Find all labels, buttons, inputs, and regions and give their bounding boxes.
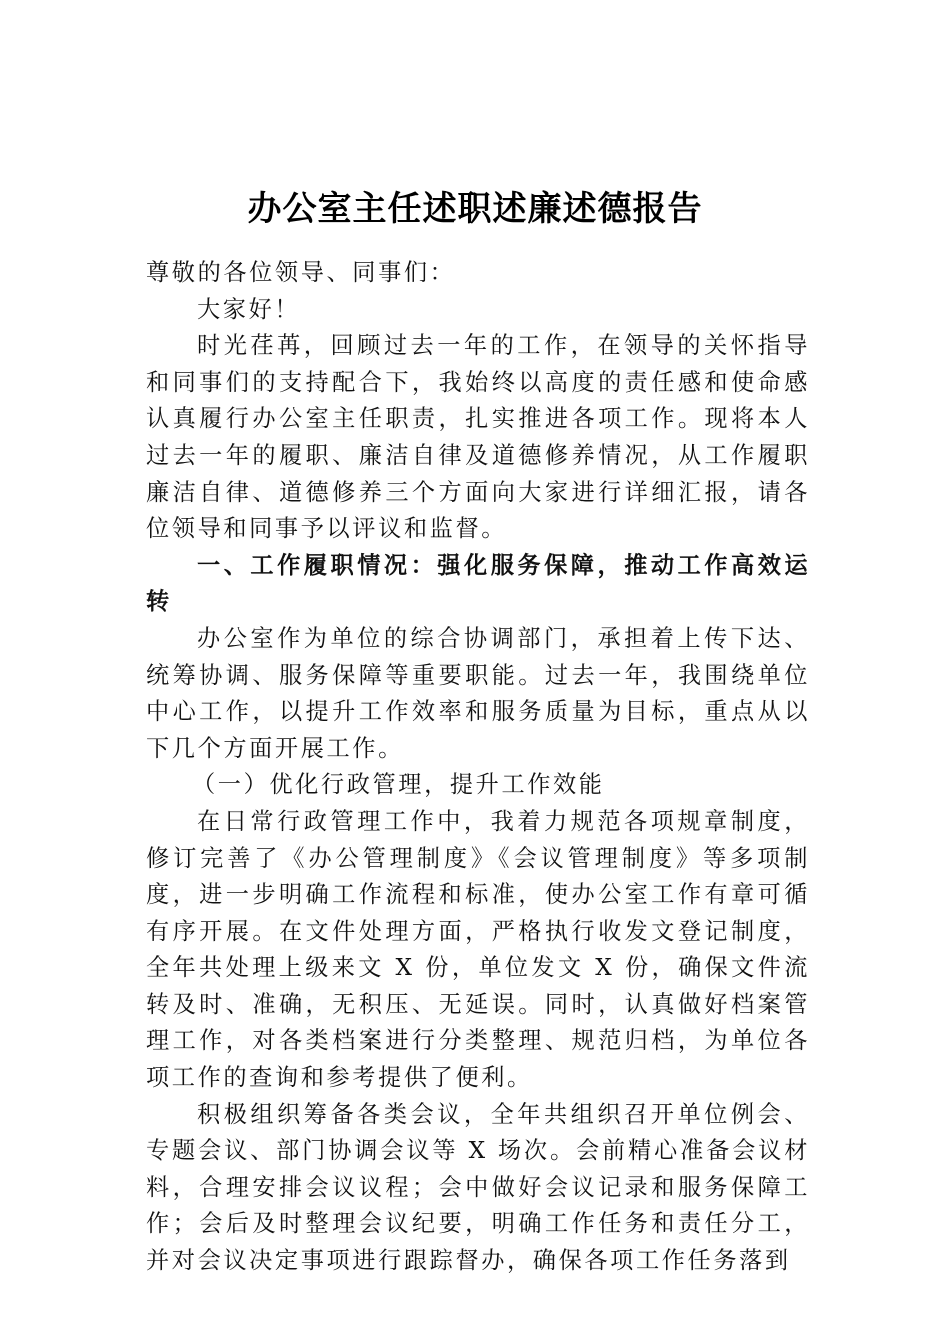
admin-paragraph: 在日常行政管理工作中，我着力规范各项规章制度，修订完善了《办公管理制度》《会议管理制度》等多项制度，进一步明确工作流程和标准，使办公室工作有章可循有序开展。在文件处理方面，严格执行收发文登记制度，全年共处理上级来文 X 份，单位发文 X 份，确保文件流转及时、准确，无积压、无延误。同时，认真做好档案管理工作，对各类档案进行分类整理、规范归档，为单位各项工作的查询和参考提供了便利。 bbox=[146, 807, 810, 1092]
document-title: 办公室主任述职述廉述德报告 bbox=[247, 188, 703, 229]
subsection-heading-1: （一）优化行政管理，提升工作效能 bbox=[192, 771, 605, 799]
section1-intro-paragraph: 办公室作为单位的综合协调部门，承担着上传下达、统筹协调、服务保障等重要职能。过去一年，我围绕单位中心工作，以提升工作效率和服务质量为目标，重点从以下几个方面开展工作。 bbox=[146, 624, 810, 762]
document-body bbox=[146, 255, 810, 1280]
salutation: 尊敬的各位领导、同事们： bbox=[146, 259, 456, 286]
greeting: 大家好！ bbox=[197, 295, 301, 323]
meetings-paragraph: 积极组织筹备各类会议，全年共组织召开单位例会、专题会议、部门协调会议等 X 场次。会前精心准备会议材料，合理安排会议议程；会中做好会议记录和服务保障工作；会后及时整理会议纪要，明确工作任务和责任分工，并对会议决定事项进行跟踪督办，确保各项工作任务落到 bbox=[146, 1100, 810, 1275]
section-heading-1: 一、工作履职情况：强化服务保障，推动工作高效运转 bbox=[146, 551, 810, 616]
intro-paragraph: 时光荏苒，回顾过去一年的工作，在领导的关怀指导和同事们的支持配合下，我始终以高度的责任感和使命感认真履行办公室主任职责，扎实推进各项工作。现将本人过去一年的履职、廉洁自律及道德修养情况，从工作履职廉洁自律、道德修养三个方面向大家进行详细汇报，请各位领导和同事予以评议和监督。 bbox=[146, 332, 810, 543]
